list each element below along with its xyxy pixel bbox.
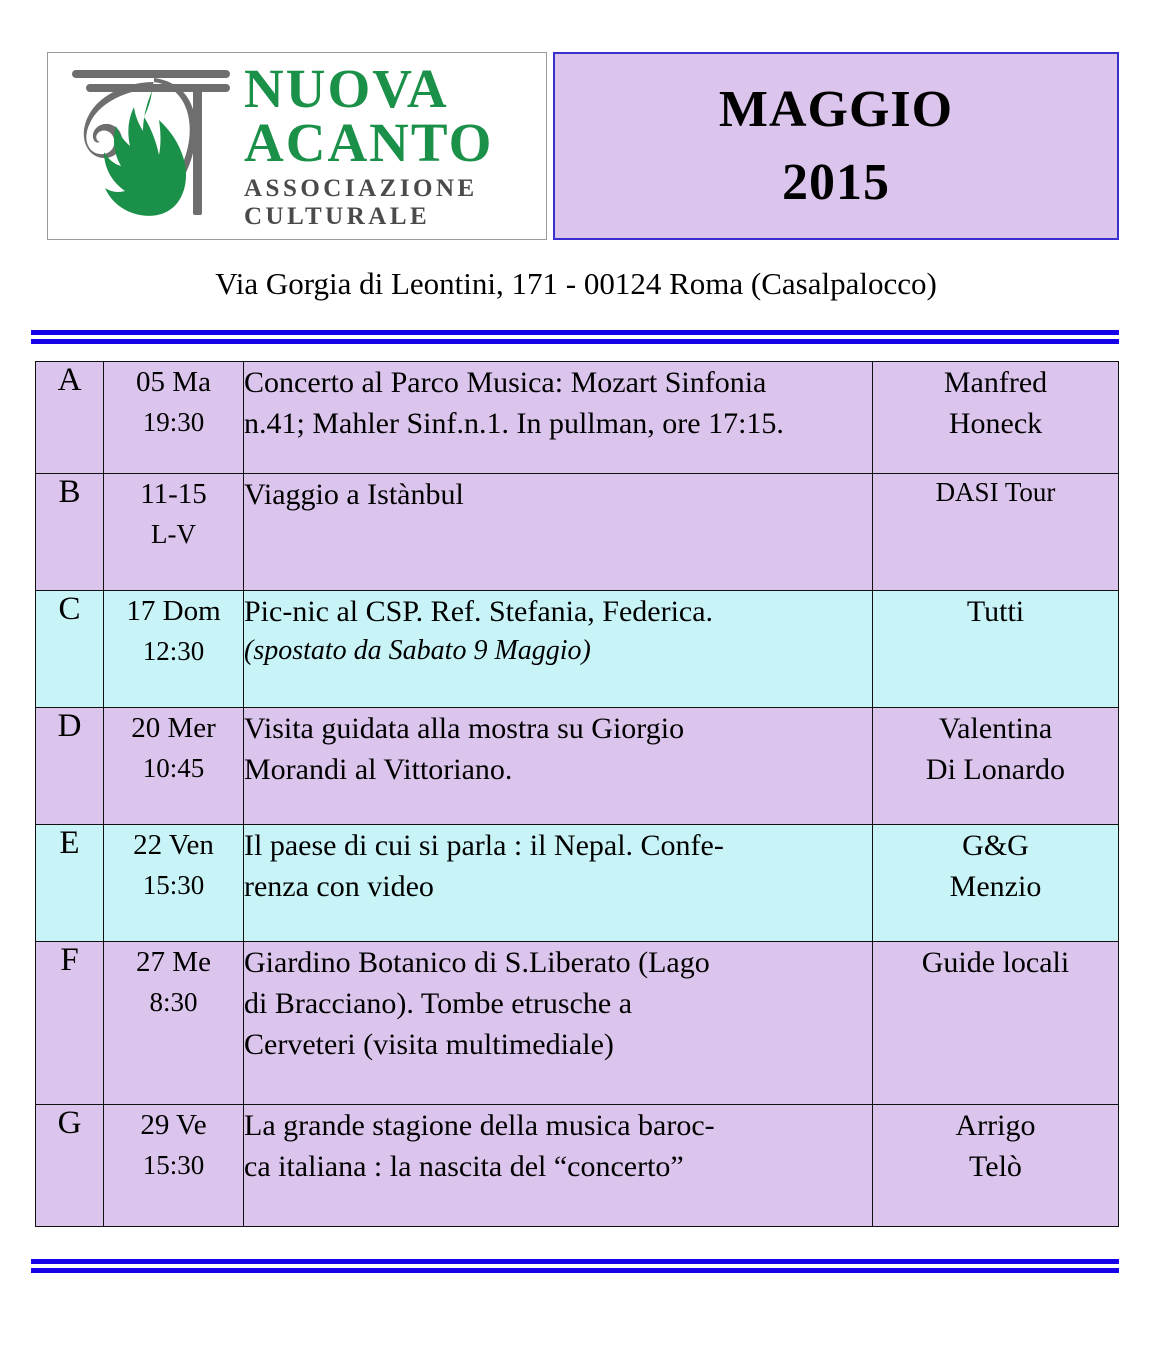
row-responsible <box>873 825 1119 942</box>
row-date <box>104 825 244 942</box>
row-date <box>104 362 244 474</box>
schedule-table <box>35 361 1119 1227</box>
row-date <box>104 708 244 825</box>
row-date <box>104 474 244 591</box>
row-letter: G <box>36 1105 104 1227</box>
responsible-line: Honeck <box>948 407 1043 441</box>
desc-line: Concerto al Parco Musica: Mozart Sinfonia <box>244 366 767 399</box>
date-primary: 27 Me <box>136 946 211 978</box>
logo-line-nuova: NUOVA <box>244 57 449 119</box>
association-logo-box <box>47 52 547 240</box>
row-letter: E <box>36 825 104 942</box>
desc-line: Viaggio a Istànbul <box>244 478 464 511</box>
date-primary: 17 Dom <box>126 595 221 627</box>
date-primary: 22 Ven <box>133 829 214 861</box>
responsible-line: DASI Tour <box>935 477 1056 507</box>
row-date <box>104 942 244 1105</box>
acanthus-logo-icon <box>62 61 238 231</box>
table-row <box>36 942 1119 1105</box>
row-letter: C <box>36 591 104 708</box>
desc-line: La grande stagione della musica baroc- <box>244 1109 715 1142</box>
desc-line: Morandi al Vittoriano. <box>244 753 513 787</box>
desc-note: (spostato da Sabato 9 Maggio) <box>244 635 591 667</box>
desc-line: Giardino Botanico di S.Liberato (Lago <box>244 946 710 979</box>
table-row <box>36 1105 1119 1227</box>
row-description <box>244 362 873 474</box>
row-letter: D <box>36 708 104 825</box>
responsible-line: Menzio <box>949 870 1042 904</box>
table-row <box>36 825 1119 942</box>
row-responsible <box>873 474 1119 591</box>
divider-bar <box>31 1268 1119 1273</box>
date-time: 15:30 <box>142 870 205 901</box>
date-time: 12:30 <box>142 636 205 667</box>
date-time: 8:30 <box>149 987 198 1018</box>
table-row <box>36 362 1119 474</box>
date-primary: 29 Ve <box>140 1109 207 1141</box>
row-responsible <box>873 362 1119 474</box>
responsible-line: Guide locali <box>921 946 1070 979</box>
date-primary: 05 Ma <box>136 366 211 398</box>
logo-wordmark <box>244 57 494 231</box>
logo-line-acanto: ACANTO <box>244 111 494 173</box>
date-time: L-V <box>151 519 196 550</box>
date-time: 10:45 <box>142 753 205 784</box>
divider-top <box>31 316 1119 344</box>
date-primary: 11-15 <box>140 478 207 510</box>
row-responsible <box>873 591 1119 708</box>
desc-line: n.41; Mahler Sinf.n.1. In pullman, ore 17:15. <box>244 407 784 441</box>
row-description <box>244 942 873 1105</box>
desc-line: Il paese di cui si parla : il Nepal. Confe- <box>244 829 724 862</box>
desc-line: Visita guidata alla mostra su Giorgio <box>244 712 685 745</box>
date-time: 19:30 <box>142 407 205 438</box>
desc-line: Pic-nic al CSP. Ref. Stefania, Federica. <box>244 595 714 628</box>
table-row <box>36 591 1119 708</box>
desc-line: ca italiana : la nascita del “concerto” <box>244 1150 684 1184</box>
year-label: 2015 <box>782 154 890 211</box>
page-header <box>47 52 1119 240</box>
address-line: Via Gorgia di Leontini, 171 - 00124 Roma (Casalpalocco) <box>215 266 937 301</box>
desc-line: renza con video <box>244 870 434 904</box>
row-responsible <box>873 1105 1119 1227</box>
month-label: MAGGIO <box>718 80 954 138</box>
logo-line-culturale: CULTURALE <box>244 202 431 230</box>
row-responsible <box>873 708 1119 825</box>
row-description <box>244 474 873 591</box>
responsible-line: Valentina <box>938 712 1053 745</box>
row-letter: B <box>36 474 104 591</box>
row-responsible <box>873 942 1119 1105</box>
divider-bottom <box>31 1245 1119 1273</box>
responsible-line: G&G <box>962 829 1029 862</box>
responsible-line: Arrigo <box>955 1109 1036 1142</box>
desc-line: di Bracciano). Tombe etrusche a <box>244 987 633 1021</box>
responsible-line: Di Lonardo <box>925 753 1066 787</box>
row-description <box>244 825 873 942</box>
row-date <box>104 1105 244 1227</box>
responsible-line: Telò <box>969 1150 1022 1184</box>
logo-line-associazione: ASSOCIAZIONE <box>244 175 478 203</box>
desc-line: Cerveteri (visita multimediale) <box>244 1028 614 1062</box>
date-primary: 20 Mer <box>131 712 216 744</box>
table-row <box>36 474 1119 591</box>
date-time: 15:30 <box>142 1150 205 1181</box>
row-date <box>104 591 244 708</box>
row-description <box>244 591 873 708</box>
row-description <box>244 708 873 825</box>
month-title-box <box>553 52 1119 240</box>
row-letter: F <box>36 942 104 1105</box>
responsible-line: Manfred <box>943 366 1048 399</box>
row-letter: A <box>36 362 104 474</box>
table-row <box>36 708 1119 825</box>
schedule-table-wrapper <box>35 361 1119 1227</box>
responsible-line: Tutti <box>966 595 1025 628</box>
divider-bar <box>31 339 1119 344</box>
row-description <box>244 1105 873 1227</box>
